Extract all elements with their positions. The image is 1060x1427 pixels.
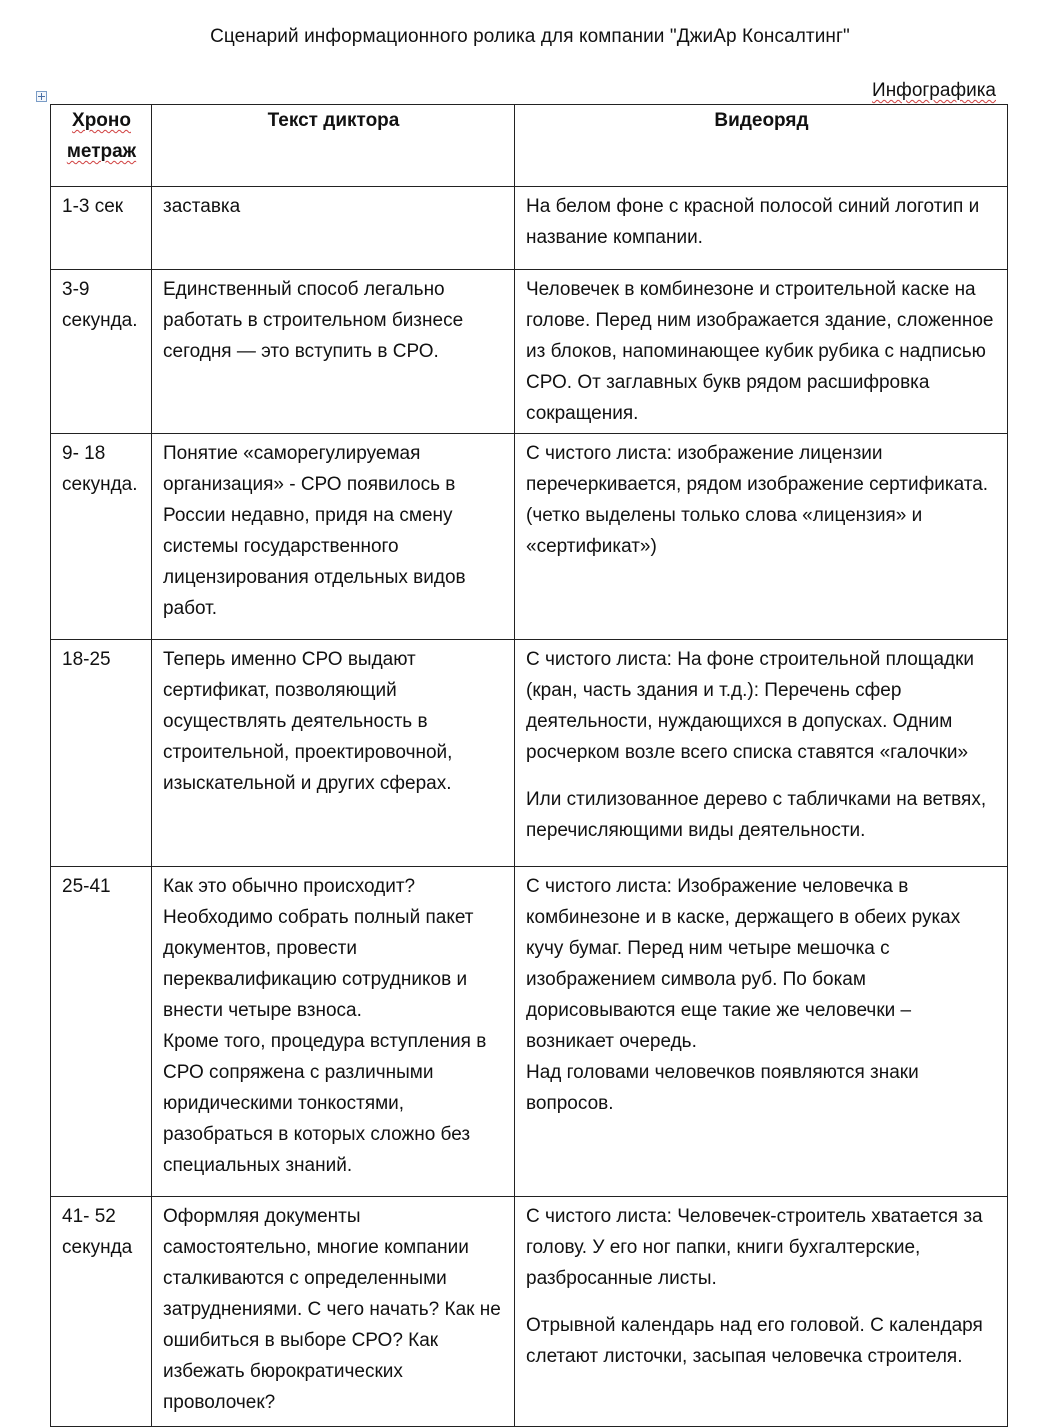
video-cell [515, 187, 1008, 270]
video-cell [515, 270, 1008, 434]
table-row [51, 270, 1008, 434]
narrator-paragraph: Понятие «саморегулируемая организация» - СРО появилось в России недавно, придя на смену системы государственного лицензирования отдельных видов работ. [163, 443, 466, 619]
video-paragraph: Человечек в комбинезоне и строительной каске на голове. Перед ним изображается здание, сложенное из блоков, напоминающее кубик рубика с надписью СРО. От заглавных букв рядом расшифровка сокращения. [526, 279, 994, 424]
timing-cell: 3-9 секунда. [51, 270, 152, 434]
narrator-cell [152, 270, 515, 434]
narrator-cell [152, 867, 515, 1197]
table-move-handle-icon[interactable] [36, 91, 47, 102]
video-cell [515, 867, 1008, 1197]
narrator-cell [152, 187, 515, 270]
timing-cell: 18-25 [51, 640, 152, 867]
script-table [50, 104, 1008, 1427]
table-row [51, 867, 1008, 1197]
video-paragraph: С чистого листа: Человечек-строитель хватается за голову. У его ног папки, книги бухгалтерские, разбросанные листы. [526, 1206, 983, 1289]
header-timing-line1: Хроно [72, 110, 131, 131]
narrator-paragraph: Как это обычно происходит? Необходимо собрать полный пакет документов, провести переквалификацию сотрудников и внести четыре взноса. [163, 876, 474, 1021]
video-cell [515, 1197, 1008, 1427]
video-paragraph: Или стилизованное дерево с табличками на ветвях, перечисляющими виды деятельности. [526, 789, 987, 841]
narrator-cell [152, 640, 515, 867]
narrator-cell [152, 1197, 515, 1427]
narrator-cell [152, 434, 515, 640]
narrator-paragraph: Теперь именно СРО выдают сертификат, позволяющий осуществлять деятельность в строительной, проектировочной, изыскательной и других сферах. [163, 649, 453, 794]
document-subtitle: Инфографика [872, 80, 996, 101]
table-header-row [51, 105, 1008, 187]
timing-cell: 9- 18 секунда. [51, 434, 152, 640]
header-timing [51, 105, 152, 187]
narrator-paragraph: заставка [163, 196, 241, 217]
timing-cell: 1-3 сек [51, 187, 152, 270]
header-video: Видеоряд [515, 105, 1008, 187]
narrator-paragraph: Кроме того, процедура вступления в СРО сопряжена с различными юридическими тонкостями, разобраться в которых сложно без специальных знаний. [163, 1031, 487, 1176]
video-paragraph: Отрывной календарь над его головой. С календаря слетают листочки, засыпая человечка строителя. [526, 1315, 983, 1367]
video-paragraph: С чистого листа: На фоне строительной площадки (кран, часть здания и т.д.): Перечень сфер деятельности, нуждающихся в допусках. Одним росчерком возле всего списка ставятся «галочки» [526, 649, 975, 763]
timing-cell: 25-41 [51, 867, 152, 1197]
video-paragraph: На белом фоне с красной полосой синий логотип и название компании. [526, 196, 980, 248]
table-row [51, 1197, 1008, 1427]
table-row [51, 434, 1008, 640]
narrator-paragraph: Оформляя документы самостоятельно, многие компании сталкиваются с определенными затруднениями. С чего начать? Как не ошибиться в выборе СРО? Как избежать бюрократических проволочек? [163, 1206, 501, 1413]
table-row [51, 187, 1008, 270]
video-cell [515, 434, 1008, 640]
document-title: Сценарий информационного ролика для компании "ДжиАр Консалтинг" [210, 26, 850, 47]
table-row [51, 640, 1008, 867]
header-narrator: Текст диктора [152, 105, 515, 187]
timing-cell: 41- 52 секунда [51, 1197, 152, 1427]
video-paragraph: С чистого листа: Изображение человечка в комбинезоне и в каске, держащего в обеих руках кучу бумаг. Перед ним четыре мешочка с изображением символа руб. По бокам дорисовываются еще такие же человечки – возникает очередь. [526, 876, 961, 1052]
narrator-paragraph: Единственный способ легально работать в строительном бизнесе сегодня — это вступить в СРО. [163, 279, 464, 362]
video-paragraph: С чистого листа: изображение лицензии перечеркивается, рядом изображение сертификата. (четко выделены только слова «лицензия» и «сертификат») [526, 443, 989, 557]
header-timing-line2: метраж [66, 141, 137, 162]
video-paragraph: Над головами человечков появляются знаки вопросов. [526, 1062, 919, 1114]
video-cell [515, 640, 1008, 867]
